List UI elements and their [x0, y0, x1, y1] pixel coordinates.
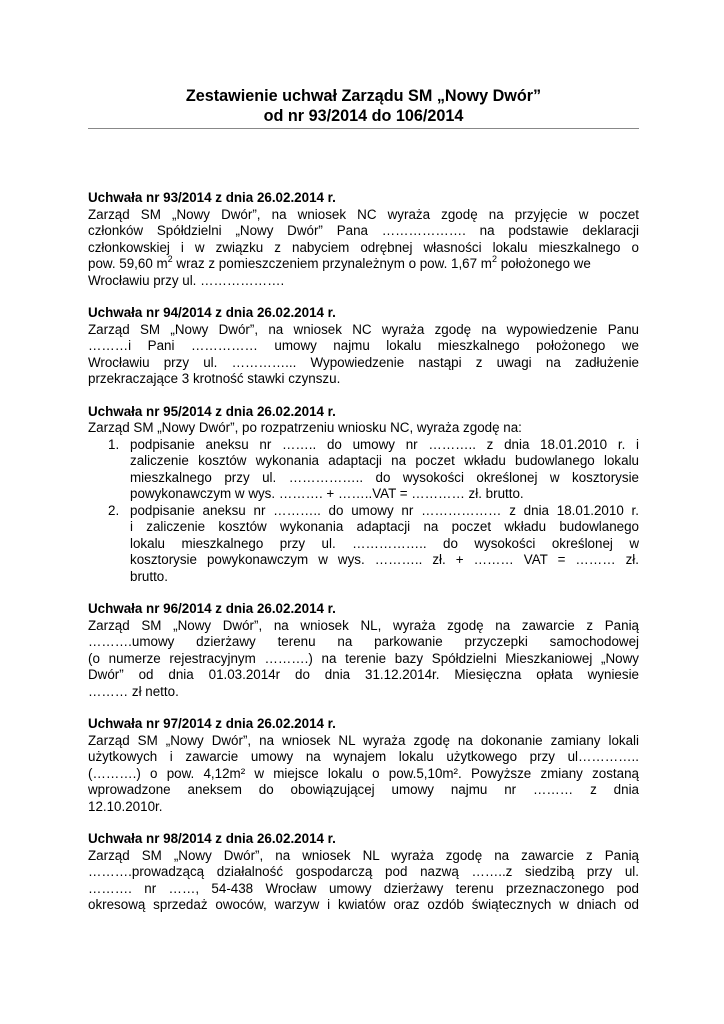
resolution-text-line: ……….prowadzącą działalność gospodarczą pod nazwą ……..z siedzibą przy ul. [88, 864, 639, 879]
document-title-line-2: od nr 93/2014 do 106/2014 [263, 107, 464, 125]
resolution-text-line: Wrocławiu przy ul. ………………. [88, 272, 285, 288]
list-item-line: powykonawczym w wys. ………. + ……..VAT = ………… zł. brutto. [130, 486, 524, 501]
resolution-text-line: Zarząd SM „Nowy Dwór”, na wniosek NL wyraża zgodę na dokonanie zamiany lokali [88, 732, 639, 748]
resolution-text-line: ……….umowy dzierżawy terenu na parkowanie przyczepki samochodowej [88, 634, 639, 649]
resolution-text-line: ……… zł netto. [88, 683, 179, 699]
document-title-line-1: Zestawienie uchwał Zarządu SM „Nowy Dwór” [185, 87, 542, 105]
resolution-heading: Uchwała nr 93/2014 z dnia 26.02.2014 r. [88, 190, 336, 205]
resolution-text-line: 12.10.2010r. [88, 798, 163, 814]
resolution-text-line: Wrocławiu przy ul. …………... Wypowiedzenie nastąpi z uwagi na zadłużenie [88, 354, 639, 370]
list-item [88, 437, 639, 503]
resolution-text-line: (o numerze rejestracyjnym ……….) na terenie bazy Spółdzielni Mieszkaniowej „Nowy [88, 650, 639, 666]
resolution-text-line: okresową sprzedaż owoców, warzyw i kwiatów oraz ozdób świątecznych w dniach od [88, 897, 639, 912]
list-item-number: 2. [108, 502, 120, 518]
resolution-text-line: ………. nr ……, 54-438 Wrocław umowy dzierżawy terenu przeznaczonego pod [88, 880, 639, 896]
resolution-text-line: Dwór” od dnia 01.03.2014r do dnia 31.12.2014r. Miesięczna opłata wyniesie [88, 667, 639, 682]
resolution-96 [88, 601, 639, 700]
resolution-text-line: użytkowych i zawarcie umowy na wynajem lokalu użytkowego przy ul………….. [88, 749, 639, 764]
area-superscript: 2 [491, 253, 497, 264]
resolution-93 [88, 190, 639, 289]
list-item-number: 1. [108, 436, 120, 452]
area-text-pre: pow. 59,60 m [88, 256, 168, 271]
resolution-98 [88, 831, 639, 914]
resolution-95 [88, 404, 639, 586]
area-text-mid: wraz z pomieszczeniem przynależnym o pow. 1,67 m [172, 256, 492, 271]
list-item-line: zaliczenie kosztów wykonania adaptacji na poczet wkładu budowlanego lokalu [130, 453, 639, 468]
resolution-text-line: Zarząd SM „Nowy Dwór”, na wniosek NC wyraża zgodę na przyjęcie w poczet [88, 206, 639, 222]
resolution-text-line: członkowskiej i w związku z nabyciem odrębnej własności lokalu mieszkalnego o [88, 239, 639, 255]
list-item-line: podpisanie aneksu nr …….. do umowy nr ……….. z dnia 18.01.2010 r. i [130, 436, 639, 452]
document-header [88, 86, 639, 129]
list-item-line: kosztorysie powykonawczym w wys. ……….. zł. + ……… VAT = ……… zł. [130, 552, 639, 567]
resolution-area-line [88, 253, 639, 273]
list-item-line: i zaliczenie kosztów wykonania adaptacji na poczet wkładu budowlanego [130, 519, 639, 534]
area-superscript: 2 [167, 253, 173, 264]
resolution-heading: Uchwała nr 96/2014 z dnia 26.02.2014 r. [88, 601, 336, 616]
resolution-item-list [88, 437, 639, 586]
resolution-heading: Uchwała nr 97/2014 z dnia 26.02.2014 r. [88, 716, 336, 731]
resolution-97 [88, 716, 639, 815]
area-text-post: położonego we [496, 256, 591, 271]
resolution-text-line: ………i Pani …………… umowy najmu lokalu mieszkalnego położonego we [88, 338, 639, 353]
resolution-94 [88, 305, 639, 388]
resolution-text-line: Zarząd SM „Nowy Dwór”, na wniosek NL, wyraża zgodę na zawarcie z Panią [88, 617, 639, 633]
resolution-text-line: wprowadzone aneksem do obowiązującej umowy najmu nr ……… z dnia [88, 782, 639, 797]
document-body [88, 190, 639, 930]
resolution-text-line: (……….) o pow. 4,12m² w miejsce lokalu o pow.5,10m². Powyższe zmiany zostaną [88, 765, 639, 781]
resolution-text-line: członków Spółdzielni „Nowy Dwór” Pana ………………. na podstawie deklaracji [88, 223, 639, 238]
resolution-heading: Uchwała nr 94/2014 z dnia 26.02.2014 r. [88, 305, 336, 320]
list-item-line: lokalu mieszkalnego przy ul. …………….. do wysokości określonej w [130, 535, 639, 551]
resolution-heading: Uchwała nr 98/2014 z dnia 26.02.2014 r. [88, 831, 336, 846]
resolution-text-line: Zarząd SM „Nowy Dwór”, na wniosek NL wyraża zgodę na zawarcie z Panią [88, 847, 639, 863]
resolution-intro: Zarząd SM „Nowy Dwór”, po rozpatrzeniu wniosku NC, wyraża zgodę na: [88, 420, 522, 435]
list-item [88, 503, 639, 586]
resolution-text-line: przekraczające 3 krotność stawki czynszu. [88, 371, 341, 386]
list-item-line: podpisanie aneksu nr ……….. do umowy nr ……………… z dnia 18.01.2010 r. [130, 502, 639, 518]
list-item-line: mieszkalnego przy ul. …………….. do wysokości określonej w kosztorysie [130, 469, 639, 485]
resolution-heading: Uchwała nr 95/2014 z dnia 26.02.2014 r. [88, 403, 336, 419]
list-item-line: brutto. [130, 568, 168, 584]
resolution-text-line: Zarząd SM „Nowy Dwór”, na wniosek NC wyraża zgodę na wypowiedzenie Panu [88, 321, 639, 337]
